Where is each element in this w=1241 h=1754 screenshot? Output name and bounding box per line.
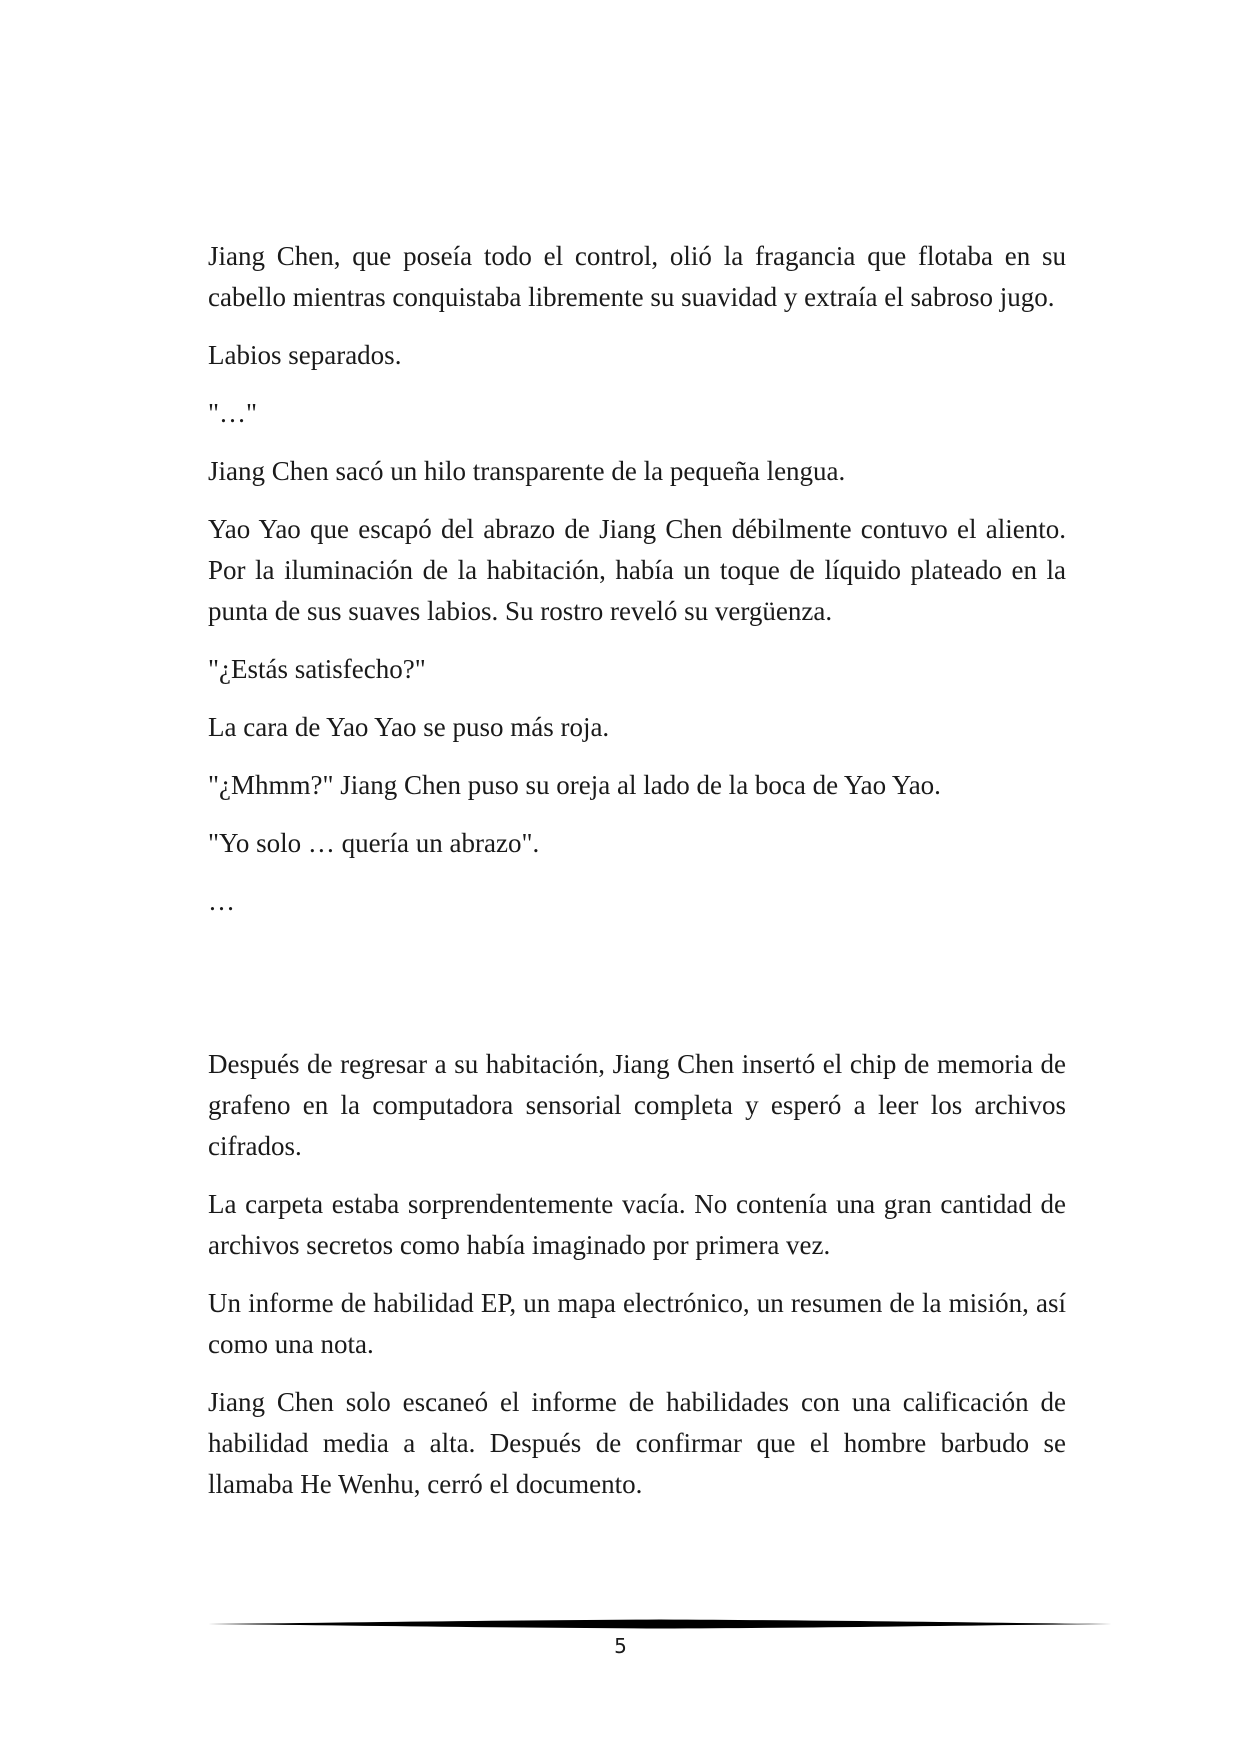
page-number: 5: [614, 1634, 627, 1658]
paragraph: Labios separados.: [208, 340, 402, 370]
paragraph: "Yo solo … quería un abrazo".: [208, 828, 540, 858]
paragraph: La cara de Yao Yao se puso más roja.: [208, 712, 610, 742]
paragraph: Yao Yao que escapó del abrazo de Jiang Chen débilmente contuvo el aliento. Por la iluminación de la habitación, había un toque de líquido plateado en la punta de sus suaves labios. Su rostro reveló su vergüenza.: [208, 514, 1066, 626]
footer-divider: [208, 1617, 1112, 1631]
paragraph: "…": [208, 398, 258, 428]
paragraph: Jiang Chen solo escaneó el informe de habilidades con una calificación de habilidad media a alta. Después de confirmar que el hombre barbudo se llamaba He Wenhu, cerró el documento.: [208, 1387, 1066, 1499]
paragraph: Jiang Chen, que poseía todo el control, olió la fragancia que flotaba en su cabello mientras conquistaba libremente su suavidad y extraía el sabroso jugo.: [208, 241, 1066, 312]
paragraph: "¿Estás satisfecho?": [208, 654, 426, 684]
paragraph: "¿Mhmm?" Jiang Chen puso su oreja al lado de la boca de Yao Yao.: [208, 770, 941, 800]
text-section-1: [208, 236, 1066, 939]
paragraph: Después de regresar a su habitación, Jiang Chen insertó el chip de memoria de grafeno en la computadora sensorial completa y esperó a leer los archivos cifrados.: [208, 1049, 1066, 1161]
paragraph: Un informe de habilidad EP, un mapa electrónico, un resumen de la misión, así como una nota.: [208, 1288, 1066, 1359]
paragraph: Jiang Chen sacó un hilo transparente de la pequeña lengua.: [208, 456, 846, 486]
text-section-2: [208, 1044, 1066, 1522]
paragraph: …: [208, 886, 235, 916]
paragraph: La carpeta estaba sorprendentemente vacía. No contenía una gran cantidad de archivos secretos como había imaginado por primera vez.: [208, 1189, 1066, 1260]
